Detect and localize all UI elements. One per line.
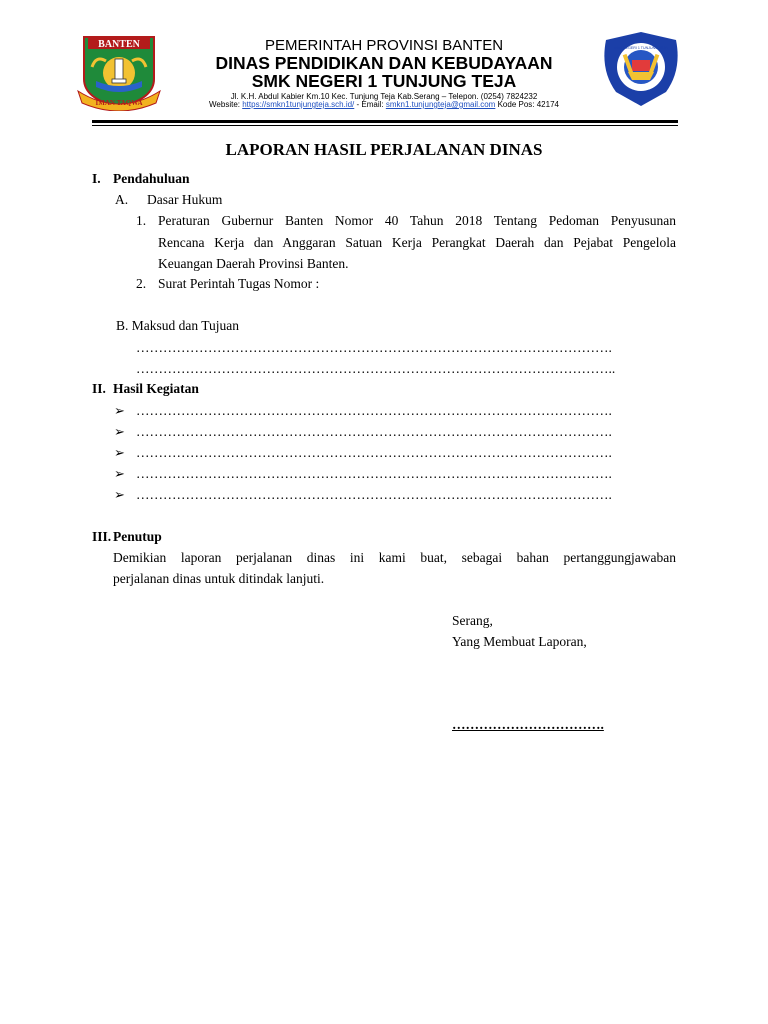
legal-item-1-line-1: Peraturan Gubernur Banten Nomor 40 Tahun 2018 Tentang Pedoman Penyusunan — [158, 213, 676, 228]
bullet-arrow-icon: ➢ — [114, 466, 125, 481]
website-link[interactable]: https://smkn1tunjungteja.sch.id/ — [242, 100, 355, 109]
header-school-name: SMK NEGERI 1 TUNJUNG TEJA — [251, 71, 517, 91]
section-3-number: III. — [92, 529, 112, 544]
closing-line-1: Demikian laporan perjalanan dinas ini kami buat, sebagai bahan pertanggungjawaban — [113, 550, 676, 565]
website-label: Website: — [209, 100, 243, 109]
bullet-arrow-icon: ➢ — [114, 424, 125, 439]
signature-role: Yang Membuat Laporan, — [452, 634, 587, 649]
closing-line-2: perjalanan dinas untuk ditindak lanjuti. — [113, 571, 325, 586]
legal-item-1-line-2: Rencana Kerja dan Anggaran Satuan Kerja Perangkat Daerah dan Pejabat Pengelola — [158, 235, 676, 250]
header-divider-thick — [92, 120, 678, 123]
subsection-a-title: Dasar Hukum — [147, 192, 223, 207]
postal-code: Kode Pos: 42174 — [495, 100, 559, 109]
result-item-5: ……………………………………………………………………………………………. — [136, 487, 612, 502]
section-1-number: I. — [92, 171, 101, 186]
bullet-arrow-icon: ➢ — [114, 445, 125, 460]
result-item-3: ……………………………………………………………………………………………. — [136, 445, 612, 460]
legal-item-2-number: 2. — [136, 276, 147, 291]
subsection-a-letter: A. — [115, 192, 129, 207]
result-item-4: ……………………………………………………………………………………………. — [136, 466, 612, 481]
bullet-arrow-icon: ➢ — [114, 487, 125, 502]
section-1-title: Pendahuluan — [113, 171, 190, 186]
result-item-1: ……………………………………………………………………………………………. — [136, 403, 612, 418]
legal-item-1-number: 1. — [136, 213, 147, 228]
purpose-line-2: …………………………………………………………………………………………….. — [136, 361, 616, 376]
section-2-number: II. — [92, 381, 106, 396]
legal-item-2-text: Surat Perintah Tugas Nomor : — [158, 276, 320, 291]
subsection-b-title: B. Maksud dan Tujuan — [116, 318, 240, 333]
banten-logo-top-text: BANTEN — [98, 39, 140, 50]
email-label: - Email: — [354, 100, 386, 109]
bullet-arrow-icon: ➢ — [114, 403, 125, 418]
document-title: LAPORAN HASIL PERJALANAN DINAS — [225, 140, 543, 159]
header-address: Jl. K.H. Abdul Kabier Km.10 Kec. Tunjung Teja Kab.Serang – Telepon. (0254) 7824232 — [230, 92, 538, 101]
legal-item-1-line-3: Keuangan Daerah Provinsi Banten. — [158, 256, 349, 271]
result-item-2: ……………………………………………………………………………………………. — [136, 424, 612, 439]
email-link[interactable]: smkn1.tunjungteja@gmail.com — [385, 100, 496, 109]
header-contact — [0, 100, 768, 109]
section-3-title: Penutup — [113, 529, 162, 544]
banten-logo-motto: IMAN TAQWA — [95, 99, 143, 107]
header-department: DINAS PENDIDIKAN DAN KEBUDAYAAN — [215, 53, 553, 73]
purpose-line-1: ……………………………………………………………………………………………. — [136, 340, 612, 355]
section-2-title: Hasil Kegiatan — [113, 381, 199, 396]
school-logo-ring-text: SMK NEGERI 1 TUNJUNG TEJA — [614, 46, 668, 50]
signature-name-line: ……………………………. — [452, 717, 604, 732]
header-government: PEMERINTAH PROVINSI BANTEN — [264, 37, 504, 54]
header-divider-thin — [92, 125, 678, 126]
signature-place: Serang, — [452, 613, 493, 628]
